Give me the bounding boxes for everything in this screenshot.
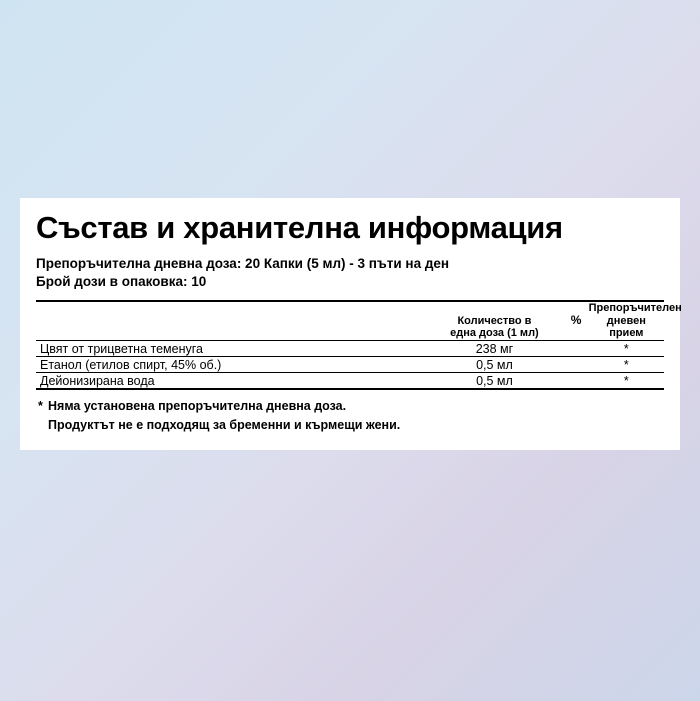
servings-per-container-line: Брой дози в опаковка: 10 xyxy=(36,273,207,289)
footnote-line-1 xyxy=(38,397,664,416)
table-header-daily-value xyxy=(588,301,682,340)
table-header-blank xyxy=(36,302,425,340)
ingredient-percent xyxy=(564,356,589,372)
table-header-dv-line1: Препоръчителен xyxy=(588,301,682,314)
table-row xyxy=(36,372,664,388)
ingredient-name: Етанол (етилов спирт, 45% об.) xyxy=(36,356,425,372)
ingredient-daily-value: * xyxy=(589,356,664,372)
table-header-amount-line1: Количество в xyxy=(457,314,532,327)
footnote-line-2 xyxy=(38,416,664,435)
table-header-percent-symbol: % xyxy=(570,313,582,328)
serving-information xyxy=(36,255,664,291)
footnote-text-2: Продуктът не е подходящ за бременни и кърмещи жени. xyxy=(48,417,401,432)
table-row xyxy=(36,356,664,372)
ingredient-percent xyxy=(564,340,589,356)
ingredient-name: Цвят от трицветна теменуга xyxy=(36,340,425,356)
ingredient-percent xyxy=(564,372,589,388)
footnote-text-1: Няма установена препоръчителна дневна доза. xyxy=(48,398,347,413)
table-header-dv-line2: дневен прием xyxy=(606,314,646,340)
page-title: Състав и хранителна информация xyxy=(36,210,563,245)
table-header-row xyxy=(36,302,664,340)
ingredient-daily-value: * xyxy=(589,372,664,388)
nutrition-table xyxy=(36,301,682,388)
ingredient-amount: 0,5 мл xyxy=(425,372,563,388)
table-header-amount-per-serving xyxy=(425,302,563,340)
nutrition-facts-panel xyxy=(20,198,680,450)
ingredient-amount: 0,5 мл xyxy=(425,356,563,372)
ingredient-daily-value: * xyxy=(589,340,664,356)
table-row xyxy=(36,340,664,356)
nutrition-facts-panel-inner xyxy=(20,198,680,450)
ingredient-name: Дейонизирана вода xyxy=(36,372,425,388)
ingredient-amount: 238 мг xyxy=(425,340,563,356)
footnote-marker: * xyxy=(38,398,43,413)
table-body xyxy=(36,340,664,388)
footnotes xyxy=(36,388,664,437)
serving-size-line: Препоръчителна дневна доза: 20 Капки (5 мл) - 3 пъти на ден xyxy=(36,255,450,271)
table-header-amount-line2: една доза (1 мл) xyxy=(450,327,539,340)
